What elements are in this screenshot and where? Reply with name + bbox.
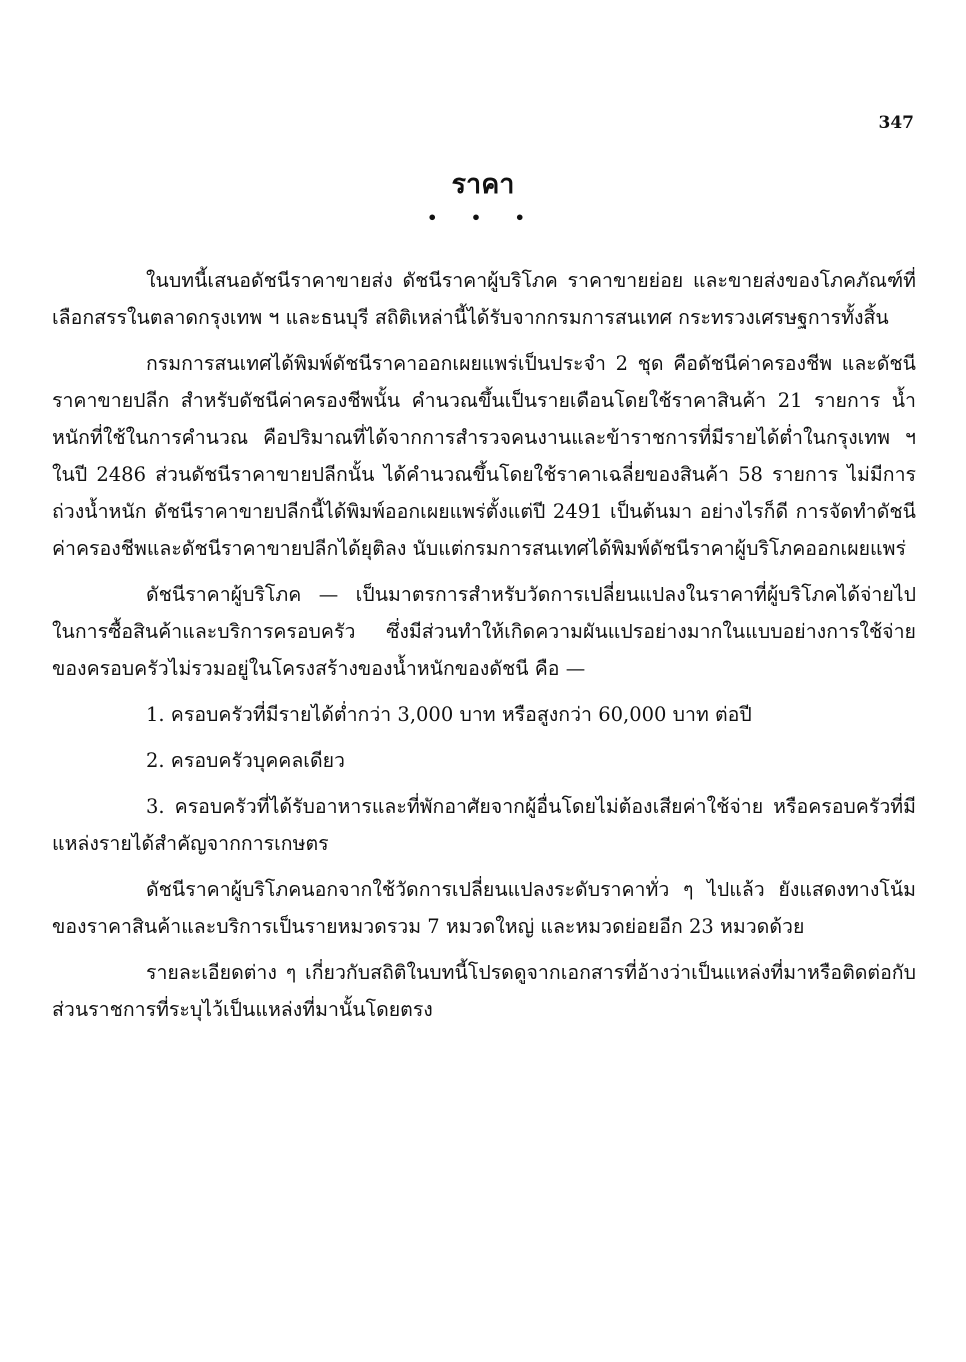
- exclusion-list-item: 3. ครอบครัวที่ได้รับอาหารและที่พักอาศัยจากผู้อื่นโดยไม่ต้องเสียค่าใช้จ่าย หรือครอบครัวที่มีแหล่งรายได้สำคัญจากการเกษตร: [52, 795, 916, 855]
- details-reference-paragraph: รายละเอียดต่าง ๆ เกี่ยวกับสถิติในบทนี้โปรดดูจากเอกสารที่อ้างว่าเป็นแหล่งที่มาหรือติดต่อกับส่วนราชการที่ระบุไว้เป็นแหล่งที่มานั้นโดยตรง: [52, 961, 916, 1021]
- intro-paragraph: ในบทนี้เสนอดัชนีราคาขายส่ง ดัชนีราคาผู้บริโภค ราคาขายย่อย และขายส่งของโภคภัณฑ์ที่เลือกสรรในตลาดกรุงเทพ ฯ และธนบุรี สถิติเหล่านี้ได้รับจากกรมการสนเทศ กระทรวงเศรษฐการทั้งสิ้น: [52, 269, 916, 329]
- cpi-trend-paragraph: ดัชนีราคาผู้บริโภคนอกจากใช้วัดการเปลี่ยนแปลงระดับราคาทั่ว ๆ ไปแล้ว ยังแสดงทางโน้มของราคาสินค้าและบริการเป็นรายหมวดรวม 7 หมวดใหญ่ และหมวดย่อยอีก 23 หมวดด้วย: [52, 878, 916, 938]
- page-title: ราคา: [451, 169, 515, 200]
- document-body: [52, 262, 916, 1037]
- cpi-definition-paragraph: ดัชนีราคาผู้บริโภค — เป็นมาตรการสำหรับวัดการเปลี่ยนแปลงในราคาที่ผู้บริโภคได้จ่ายไปในการซื้อสินค้าและบริการครอบครัว ซึ่งมีส่วนทำให้เกิดความผันแปรอย่างมากในแบบอย่างการใช้จ่ายของครอบครัวไม่รวมอยู่ในโครงสร้างของน้ำหนักของดัชนี คือ —: [52, 583, 916, 680]
- index-series-paragraph: กรมการสนเทศได้พิมพ์ดัชนีราคาออกเผยแพร่เป็นประจำ 2 ชุด คือดัชนีค่าครองชีพ และดัชนีราคาขายปลีก สำหรับดัชนีค่าครองชีพนั้น คำนวณขึ้นเป็นรายเดือนโดยใช้ราคาสินค้า 21 รายการ น้ำหนักที่ใช้ในการคำนวณ คือปริมาณที่ได้จากการสำรวจคนงานและข้าราชการที่มีรายได้ต่ำในกรุงเทพ ฯ ในปี 2486 ส่วนดัชนีราคาขายปลีกนั้น ได้คำนวณขึ้นโดยใช้ราคาเฉลี่ยของสินค้า 58 รายการ ไม่มีการถ่วงน้ำหนัก ดัชนีราคาขายปลีกนี้ได้พิมพ์ออกเผยแพร่ตั้งแต่ปี 2491 เป็นต้นมา อย่างไรก็ดี การจัดทำดัชนีค่าครองชีพและดัชนีราคาขายปลีกได้ยุติลง นับแต่กรมการสนเทศได้พิมพ์ดัชนีราคาผู้บริโภคออกเผยแพร่: [52, 352, 916, 560]
- page-number: 347: [878, 113, 914, 133]
- section-separator: • • •: [427, 208, 539, 227]
- exclusion-list-item: 2. ครอบครัวบุคคลเดียว: [146, 749, 345, 772]
- exclusion-list-item: 1. ครอบครัวที่มีรายได้ต่ำกว่า 3,000 บาท หรือสูงกว่า 60,000 บาท ต่อปี: [146, 703, 752, 726]
